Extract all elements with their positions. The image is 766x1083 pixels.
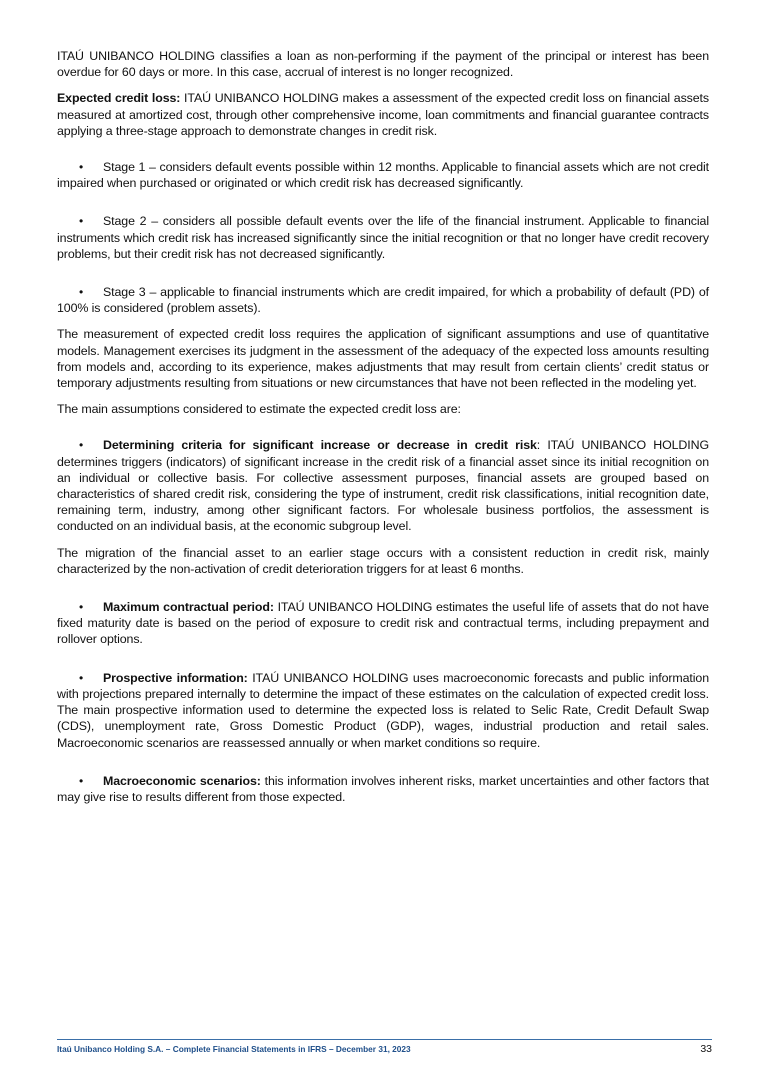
bullet-stage-1 — [57, 159, 709, 191]
page-number: 33 — [700, 1043, 712, 1055]
bullet-significant-increase — [57, 437, 709, 534]
bullet-icon: • — [79, 670, 84, 685]
bullet-stage-2 — [57, 213, 709, 262]
bullet-icon: • — [79, 160, 84, 175]
bullet-icon: • — [79, 214, 84, 229]
bullet-prospective-information — [57, 670, 709, 751]
bullet-icon: • — [79, 285, 84, 300]
bullet-icon: • — [79, 773, 84, 788]
paragraph-main-assumptions: The main assumptions considered to estimate the expected credit loss are: — [57, 402, 461, 417]
macroeconomic-scenarios-text: this information involves inherent risks, market uncertainties and other factors that may give rise to results different from those expected. — [57, 773, 709, 804]
bullet-stage-3 — [57, 284, 709, 316]
page-footer — [57, 1039, 712, 1055]
prospective-information-heading: Prospective information: — [103, 670, 248, 685]
page-content — [57, 48, 709, 815]
max-contractual-period-text: ITAÚ UNIBANCO HOLDING estimates the useful life of assets that do not have fixed maturity date is based on the period of exposure to credit risk and contractual terms, including prepayment and rollover options. — [57, 600, 709, 647]
expected-credit-loss-text: ITAÚ UNIBANCO HOLDING makes a assessment of the expected credit loss on financial assets measured at amortized cost, through other comprehensive income, loan commitments and financial guarantee contracts applying a three-stage approach to demonstrate changes in credit risk. — [57, 91, 709, 138]
bullet-max-contractual-period — [57, 599, 709, 648]
bullet-icon: • — [79, 600, 84, 615]
paragraph-expected-credit-loss — [57, 90, 709, 139]
expected-credit-loss-heading: Expected credit loss: — [57, 91, 181, 106]
bullet-macroeconomic-scenarios — [57, 773, 709, 805]
significant-increase-text: : ITAÚ UNIBANCO HOLDING determines triggers (indicators) of significant increase in the credit risk of a financial asset since its initial recognition on an individual or collective basis. For collective assessment purposes, financial assets are grouped based on characteristics of shared credit risk, considering the type of instrument, credit risk classifications, initial recognition date, remaining term, industry, among other significant factors. For wholesale business portfolios, the assessment is conducted on an individual basis, at the economic subgroup level. — [57, 438, 709, 534]
macroeconomic-scenarios-heading: Macroeconomic scenarios: — [103, 773, 261, 788]
max-contractual-period-heading: Maximum contractual period: — [103, 600, 274, 615]
significant-increase-heading: Determining criteria for significant increase or decrease in credit risk — [103, 438, 537, 453]
stage-3-text: Stage 3 – applicable to financial instruments which are credit impaired, for which a probability of default (PD) of 100% is considered (problem assets). — [57, 285, 709, 316]
paragraph-measurement: The measurement of expected credit loss requires the application of significant assumptions and use of quantitative models. Management exercises its judgment in the assessment of the adequacy of the expected loss amounts resulting from models and, according to its experience, makes adjustments that may result from certain clients’ credit status or temporary adjustments resulting from situations or new circumstances that have not been reflected in the modeling yet. — [57, 327, 709, 391]
stage-1-text: Stage 1 – considers default events possible within 12 months. Applicable to financial assets which are not credit impaired when purchased or originated or which credit risk has decreased significantly. — [57, 160, 709, 191]
paragraph-migration: The migration of the financial asset to an earlier stage occurs with a consistent reduction in credit risk, mainly characterized by the non-activation of credit deterioration triggers for at least 6 months. — [57, 545, 709, 576]
paragraph-non-performing: ITAÚ UNIBANCO HOLDING classifies a loan as non-performing if the payment of the principal or interest has been overdue for 60 days or more. In this case, accrual of interest is no longer recognized. — [57, 49, 709, 80]
prospective-information-text: ITAÚ UNIBANCO HOLDING uses macroeconomic forecasts and public information with projections prepared internally to determine the impact of these estimates on the calculation of expected credit loss. The main prospective information used to determine the expected loss is related to Selic Rate, Credit Default Swap (CDS), unemployment rate, Gross Domestic Product (GDP), wages, industrial production and retail sales. Macroeconomic scenarios are reassessed annually or when market conditions so require. — [57, 670, 710, 750]
bullet-icon: • — [79, 438, 84, 453]
footer-document-title: Itaú Unibanco Holding S.A. – Complete Financial Statements in IFRS – December 31, 2023 — [57, 1044, 411, 1054]
stage-2-text: Stage 2 – considers all possible default events over the life of the financial instrument. Applicable to financial instruments which credit risk has increased significantly since the initial recognition or that no longer have credit recovery problems, but their credit risk has not decreased significantly. — [57, 214, 709, 261]
